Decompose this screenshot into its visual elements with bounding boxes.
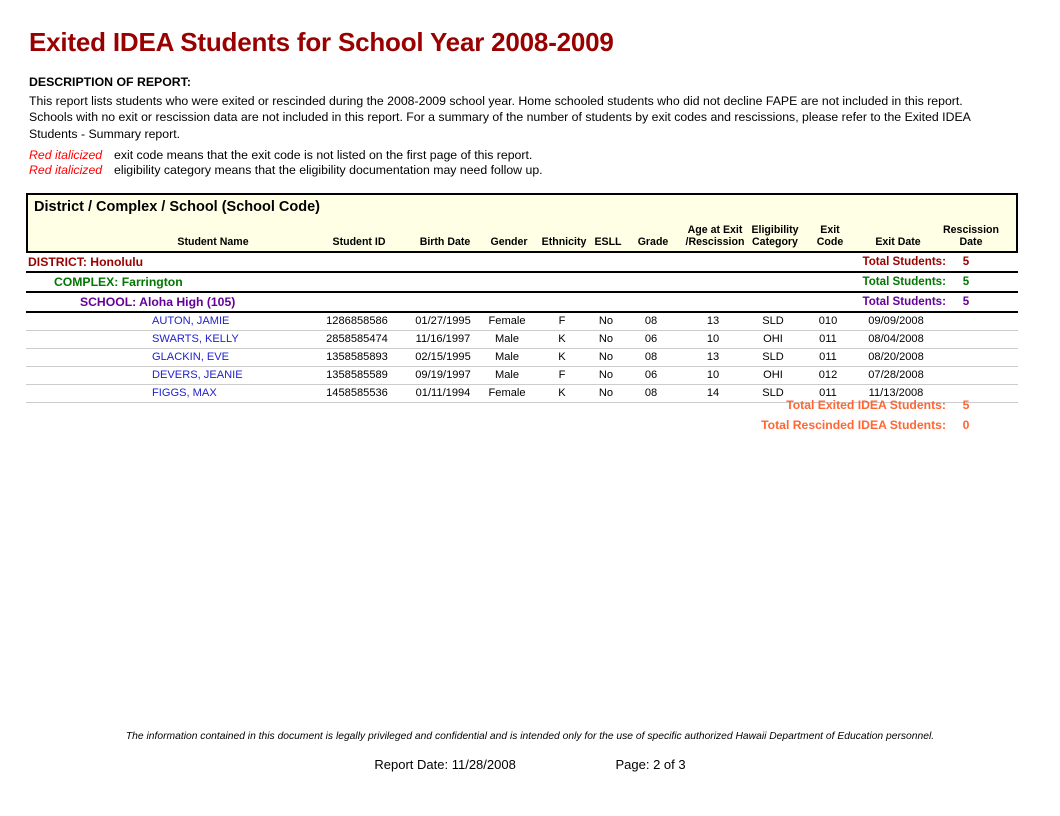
exit-code: 011 — [819, 387, 837, 399]
age-at-exit: 10 — [706, 333, 720, 345]
student-id: 1358585589 — [326, 369, 388, 381]
exit-code: 010 — [818, 315, 838, 327]
ethnicity: K — [558, 387, 566, 399]
table-row[interactable] — [26, 349, 1018, 367]
eligibility-category: SLD — [762, 315, 784, 327]
column-header-gender: Gender — [490, 235, 528, 248]
birth-date: 02/15/1995 — [415, 351, 471, 363]
column-header-exit-code-line2: Code — [816, 235, 844, 248]
report-table — [26, 253, 1018, 403]
total-exited-value: 5 — [962, 398, 970, 412]
school-level-label: SCHOOL: — [80, 295, 137, 309]
grade: 06 — [644, 369, 658, 381]
complex-total-value: 5 — [962, 275, 970, 288]
student-id: 1458585536 — [326, 387, 388, 399]
district-total-label: Total Students: — [862, 255, 946, 268]
legend-notes — [29, 148, 989, 178]
column-header-birth-date: Birth Date — [419, 235, 471, 248]
exit-code: 011 — [819, 333, 837, 345]
description-block — [29, 74, 989, 178]
group-row-district — [26, 253, 1018, 273]
student-name[interactable]: SWARTS, KELLY — [152, 333, 239, 345]
gender: Male — [494, 369, 520, 381]
table-row[interactable] — [26, 331, 1018, 349]
student-id: 1286858586 — [326, 315, 388, 327]
total-rescinded-value: 0 — [962, 418, 970, 432]
grade: 08 — [644, 351, 658, 363]
total-exited-row — [26, 398, 1018, 418]
student-id: 2858585474 — [326, 333, 388, 345]
column-header-age-at-exit-line1: Age at Exit — [687, 224, 743, 236]
column-header-eligibility-line2: Category — [752, 235, 798, 248]
column-header-exit-code-line1: Exit — [820, 224, 840, 236]
group-row-complex — [26, 273, 1018, 293]
page-value: 2 of 3 — [653, 757, 686, 772]
exit-date: 11/13/2008 — [868, 387, 924, 399]
eligibility-category: OHI — [763, 333, 783, 345]
final-totals — [26, 398, 1018, 438]
student-id: 1358585893 — [326, 351, 388, 363]
grade: 08 — [644, 387, 658, 399]
eligibility-category: OHI — [763, 369, 783, 381]
complex-name: Farrington — [121, 275, 183, 289]
birth-date: 11/16/1997 — [415, 333, 471, 345]
district-group-label — [28, 255, 143, 269]
exit-date: 08/20/2008 — [868, 351, 924, 363]
school-total-value: 5 — [962, 295, 970, 308]
table-row[interactable] — [26, 313, 1018, 331]
legend-note-exit-code — [29, 148, 989, 163]
district-level-label: DISTRICT: — [28, 255, 87, 269]
esll: No — [598, 351, 614, 363]
birth-date: 01/11/1994 — [415, 387, 471, 399]
student-rows-container — [26, 313, 1018, 403]
birth-date: 01/27/1995 — [415, 315, 471, 327]
student-name[interactable]: DEVERS, JEANIE — [152, 369, 243, 381]
complex-group-label — [54, 275, 183, 289]
column-header-rescission-date — [926, 225, 1016, 248]
grade: 06 — [644, 333, 658, 345]
column-header-rescission-line1: Rescission — [943, 224, 999, 236]
column-header-eligibility-category — [734, 225, 816, 248]
student-name[interactable]: FIGGS, MAX — [152, 387, 217, 399]
total-rescinded-row — [26, 418, 1018, 438]
ethnicity: K — [558, 351, 566, 363]
esll: No — [598, 369, 614, 381]
school-group-label — [80, 295, 235, 309]
district-total-value: 5 — [962, 255, 970, 268]
legend-note-eligibility — [29, 163, 989, 178]
page-label: Page: — [615, 757, 650, 772]
page-title: Exited IDEA Students for School Year 2008-2009 — [29, 27, 614, 57]
column-header-exit-date: Exit Date — [875, 235, 921, 248]
total-exited-label: Total Exited IDEA Students: — [786, 398, 946, 412]
column-header-rescission-line2: Date — [959, 235, 983, 248]
birth-date: 09/19/1997 — [415, 369, 471, 381]
column-header-grade: Grade — [637, 235, 669, 248]
exit-date: 07/28/2008 — [868, 369, 924, 381]
complex-level-label: COMPLEX: — [54, 275, 119, 289]
description-paragraph-2: Schools with no exit or rescission data are not included in this report. For a summary of the number of students by exit codes and rescissions, please refer to the Exited IDEA Students - Summary report. — [29, 110, 971, 141]
eligibility-category: SLD — [762, 387, 784, 399]
complex-total-label: Total Students: — [862, 275, 946, 288]
column-header-age-at-exit-line2: /Rescission — [685, 235, 745, 248]
gender: Male — [494, 351, 520, 363]
page-number — [615, 757, 685, 772]
grade: 08 — [644, 315, 658, 327]
confidentiality-notice: The information contained in this document is legally privileged and confidential and is intended only for the use of specific authorized Hawaii Department of Education personnel. — [125, 731, 935, 742]
table-header-box-title: District / Complex / School (School Code) — [34, 199, 320, 215]
school-total-label: Total Students: — [862, 295, 946, 308]
esll: No — [598, 387, 614, 399]
legend-note-exit-code-text: exit code means that the exit code is not listed on the first page of this report. — [114, 147, 533, 162]
red-italicized-label-2: Red italicized — [29, 162, 103, 177]
exit-code: 012 — [818, 369, 838, 381]
age-at-exit: 13 — [706, 315, 720, 327]
column-header-student-id: Student ID — [332, 235, 386, 248]
age-at-exit: 10 — [706, 369, 720, 381]
district-name: Honolulu — [90, 255, 144, 269]
group-row-school — [26, 293, 1018, 313]
exit-date: 09/09/2008 — [868, 315, 924, 327]
gender: Male — [494, 333, 520, 345]
gender: Female — [488, 387, 526, 399]
ethnicity: F — [558, 315, 566, 327]
eligibility-category: SLD — [762, 351, 784, 363]
esll: No — [598, 333, 614, 345]
column-header-eligibility-line1: Eligibility — [751, 224, 799, 236]
column-header-ethnicity: Ethnicity — [541, 235, 587, 248]
table-row[interactable] — [26, 367, 1018, 385]
red-italicized-label-1: Red italicized — [29, 147, 103, 162]
table-header-box — [26, 193, 1018, 253]
description-paragraph-1: This report lists students who were exited or rescinded during the 2008-2009 school year. Home schooled students who did not decline FAPE are not included in this report. — [29, 94, 963, 109]
column-header-esll: ESLL — [594, 235, 622, 248]
ethnicity: F — [558, 369, 566, 381]
total-rescinded-label: Total Rescinded IDEA Students: — [761, 418, 946, 432]
legend-note-eligibility-text: eligibility category means that the eligibility documentation may need follow up. — [114, 162, 543, 177]
ethnicity: K — [558, 333, 566, 345]
esll: No — [598, 315, 614, 327]
student-name[interactable]: AUTON, JAMIE — [152, 315, 230, 327]
exit-date: 08/04/2008 — [868, 333, 924, 345]
report-date — [374, 757, 519, 772]
exit-code: 011 — [819, 351, 837, 363]
description-heading: DESCRIPTION OF REPORT: — [29, 75, 191, 89]
school-name: Aloha High (105) — [139, 295, 236, 309]
gender: Female — [488, 315, 526, 327]
report-date-value: 11/28/2008 — [451, 757, 516, 772]
age-at-exit: 14 — [706, 387, 720, 399]
column-header-student-name: Student Name — [177, 235, 249, 248]
age-at-exit: 13 — [706, 351, 720, 363]
report-date-label: Report Date: — [374, 757, 449, 772]
page-footer — [0, 757, 1060, 772]
student-name[interactable]: GLACKIN, EVE — [152, 351, 230, 363]
